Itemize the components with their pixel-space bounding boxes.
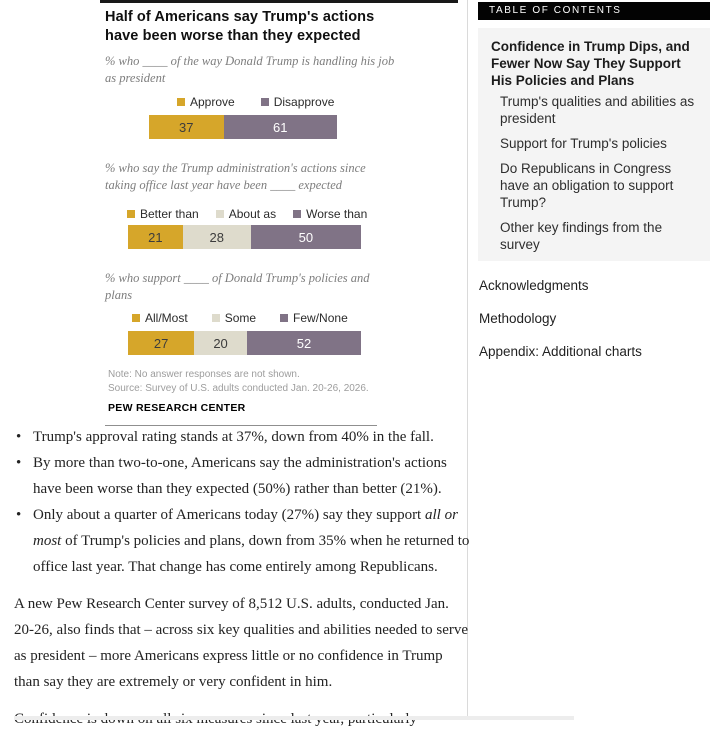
legend-item bbox=[127, 207, 199, 221]
toc-current-section-box bbox=[478, 28, 710, 261]
legend-item bbox=[261, 95, 335, 109]
chart-note bbox=[108, 368, 405, 395]
question-line: % who support ____ of Donald Trump's policies and bbox=[105, 271, 370, 285]
note-line: Note: No answer responses are not shown. bbox=[108, 369, 300, 380]
legend-item bbox=[177, 95, 235, 109]
legend-item bbox=[280, 311, 348, 325]
chart-figure bbox=[105, 8, 405, 426]
stacked-bar-approval bbox=[149, 115, 337, 139]
list-item bbox=[14, 502, 470, 580]
legend-item bbox=[212, 311, 256, 325]
legend-expectations bbox=[127, 207, 405, 221]
legend-label: Disapprove bbox=[273, 95, 335, 109]
question-line: taking office last year have been ____ expected bbox=[105, 178, 343, 192]
legend-label: Better than bbox=[140, 207, 199, 221]
legend-label: Worse than bbox=[306, 207, 368, 221]
bullet-text-italic: all or most bbox=[33, 507, 458, 549]
bar-value: 20 bbox=[213, 335, 228, 351]
article-paragraph: A new Pew Research Center survey of 8,512 U.S. adults, conducted Jan. 20-26, also finds that – across six key qualities and abilities needed to serve as president – more Americans express little or no confidence in Trump than say they are extremely or very confident in him. bbox=[14, 596, 469, 690]
bar-segment-approve bbox=[149, 115, 224, 139]
toc-item-other-key-findings[interactable]: Other key findings from the survey bbox=[500, 220, 663, 252]
question-line: % who say the Trump administration's actions since bbox=[105, 161, 366, 175]
legend-item bbox=[293, 207, 367, 221]
stacked-bar-expectations bbox=[128, 225, 361, 249]
legend-label: Some bbox=[224, 311, 257, 325]
bar-segment-disapprove bbox=[224, 115, 337, 139]
legend-approval bbox=[177, 95, 405, 109]
toc-item-active-report-title[interactable]: Confidence in Trump Dips, and Fewer Now Say They Support His Policies and Plans bbox=[491, 39, 690, 88]
bullet-text: of Trump's policies and plans, down from 35% when he returned to office last year. That change has come entirely among Republicans. bbox=[33, 533, 470, 575]
next-section-edge bbox=[14, 716, 574, 720]
bullet-text: Trump's approval rating stands at 37%, down from 40% in the fall. bbox=[33, 429, 434, 445]
table-of-contents-sidebar bbox=[478, 2, 710, 360]
toc-secondary-links bbox=[479, 277, 710, 360]
bullet-text: Only about a quarter of Americans today (27%) say they support bbox=[33, 507, 425, 523]
legend-swatch-better bbox=[127, 210, 135, 218]
legend-item bbox=[216, 207, 276, 221]
chart-question-3 bbox=[105, 270, 405, 304]
legend-label: All/Most bbox=[145, 311, 188, 325]
bar-segment-worse bbox=[251, 225, 361, 249]
list-item bbox=[14, 450, 470, 502]
chart-title-line: Half of Americans say Trump's actions bbox=[105, 9, 375, 25]
article-body bbox=[14, 424, 470, 732]
legend-item bbox=[132, 311, 188, 325]
toc-link-appendix[interactable]: Appendix: Additional charts bbox=[479, 344, 642, 359]
list-item bbox=[14, 424, 470, 450]
bar-value: 37 bbox=[179, 119, 194, 135]
question-line: as president bbox=[105, 71, 166, 85]
question-line: % who ____ of the way Donald Trump is handling his job bbox=[105, 54, 395, 68]
chart-title-line: have been worse than they expected bbox=[105, 28, 361, 44]
bar-value: 61 bbox=[273, 119, 288, 135]
legend-swatch-worse bbox=[293, 210, 301, 218]
bar-segment-fewnone bbox=[247, 331, 361, 355]
chart-question-1 bbox=[105, 53, 405, 87]
stacked-bar-support bbox=[128, 331, 361, 355]
legend-swatch-fewnone bbox=[280, 314, 288, 322]
bullet-text: By more than two-to-one, Americans say the administration's actions have been worse than they expected (50%) rather than better (21%). bbox=[33, 455, 447, 497]
bar-segment-some bbox=[194, 331, 247, 355]
toc-item-support-policies[interactable]: Support for Trump's policies bbox=[500, 136, 667, 151]
legend-swatch-allmost bbox=[132, 314, 140, 322]
legend-label: Few/None bbox=[293, 311, 348, 325]
bar-value: 28 bbox=[209, 229, 224, 245]
bar-value: 50 bbox=[298, 229, 314, 245]
bar-segment-about bbox=[183, 225, 251, 249]
legend-label: Approve bbox=[190, 95, 235, 109]
bar-value: 52 bbox=[296, 335, 312, 351]
toc-link-methodology[interactable]: Methodology bbox=[479, 311, 557, 326]
bar-value: 21 bbox=[148, 229, 163, 245]
chart-question-2 bbox=[105, 160, 405, 194]
toc-header: TABLE OF CONTENTS bbox=[478, 2, 710, 20]
toc-link-acknowledgments[interactable]: Acknowledgments bbox=[479, 278, 589, 293]
legend-swatch-disapprove bbox=[261, 98, 269, 106]
figure-top-crop-strip bbox=[100, 0, 458, 3]
legend-swatch-some bbox=[212, 314, 220, 322]
bar-segment-allmost bbox=[128, 331, 194, 355]
chart-title bbox=[105, 8, 405, 46]
pew-research-center-brand: PEW RESEARCH CENTER bbox=[108, 402, 246, 414]
legend-swatch-about bbox=[216, 210, 224, 218]
key-findings-list bbox=[14, 424, 470, 580]
bar-value: 27 bbox=[153, 335, 169, 351]
question-line: plans bbox=[105, 288, 133, 302]
toc-item-republicans-congress[interactable]: Do Republicans in Congress have an obligation to support Trump? bbox=[500, 161, 674, 210]
legend-label: About as bbox=[228, 207, 277, 221]
legend-swatch-approve bbox=[177, 98, 185, 106]
toc-item-trump-qualities[interactable]: Trump's qualities and abilities as president bbox=[500, 94, 695, 126]
source-line: Source: Survey of U.S. adults conducted Jan. 20-26, 2026. bbox=[108, 382, 369, 394]
bar-segment-better bbox=[128, 225, 183, 249]
legend-support bbox=[132, 311, 405, 325]
